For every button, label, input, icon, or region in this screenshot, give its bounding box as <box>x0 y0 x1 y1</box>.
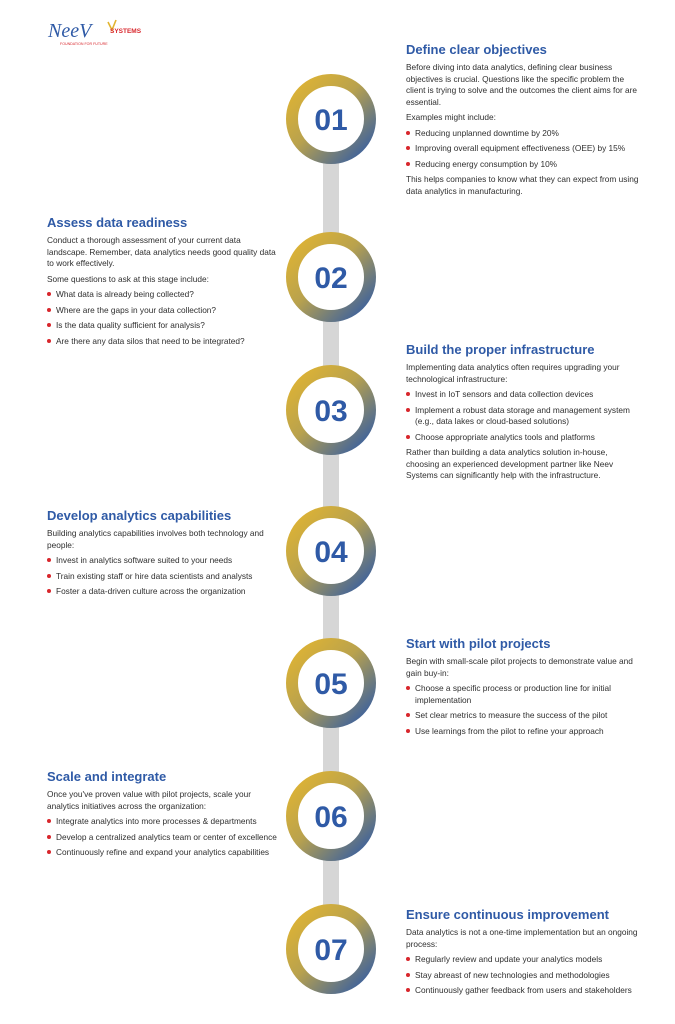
step-02-list <box>47 289 279 347</box>
step-03-number: 03 <box>314 395 348 428</box>
list-item: Regularly review and update your analytics models <box>406 954 642 966</box>
step-02-content <box>47 215 279 351</box>
list-item: Foster a data-driven culture across the organization <box>47 586 279 598</box>
step-07-intro: Data analytics is not a one-time implementation but an ongoing process: <box>406 927 638 949</box>
step-01-badge <box>285 73 377 165</box>
step-05-list <box>406 683 642 737</box>
step-03-intro: Implementing data analytics often requires upgrading your technological infrastructure: <box>406 362 620 384</box>
list-item: Choose appropriate analytics tools and platforms <box>406 432 642 444</box>
list-item: Train existing staff or hire data scientists and analysts <box>47 571 279 583</box>
step-07-title: Ensure continuous improvement <box>406 907 609 922</box>
step-03-outro: Rather than building a data analytics solution in-house, choosing an experienced development partner like Neev Systems can significantly help with the infrastructure. <box>406 447 614 480</box>
step-06-list <box>47 816 279 859</box>
step-02-intro: Conduct a thorough assessment of your current data landscape. Remember, data analytics needs good quality data to work effectively. <box>47 235 276 268</box>
list-item: Invest in analytics software suited to your needs <box>47 555 279 567</box>
list-item: Set clear metrics to measure the success of the pilot <box>406 710 642 722</box>
step-06-number: 06 <box>314 801 348 834</box>
step-01-lead: Examples might include: <box>406 112 496 122</box>
step-02-badge <box>285 231 377 323</box>
step-05-badge <box>285 637 377 729</box>
step-01-number: 01 <box>314 104 348 137</box>
list-item: What data is already being collected? <box>47 289 279 301</box>
step-03-list <box>406 389 642 443</box>
list-item: Reducing unplanned downtime by 20% <box>406 128 642 140</box>
step-03-badge <box>285 364 377 456</box>
list-item: Integrate analytics into more processes & departments <box>47 816 279 828</box>
list-item: Use learnings from the pilot to refine your approach <box>406 726 642 738</box>
step-07-number: 07 <box>314 934 348 967</box>
list-item: Improving overall equipment effectiveness (OEE) by 15% <box>406 143 642 155</box>
neev-systems-logo <box>46 18 146 50</box>
list-item: Continuously refine and expand your analytics capabilities <box>47 847 279 859</box>
step-04-number: 04 <box>314 536 348 569</box>
step-07-badge <box>285 903 377 995</box>
list-item: Invest in IoT sensors and data collection devices <box>406 389 642 401</box>
step-06-title: Scale and integrate <box>47 769 167 784</box>
step-03-title: Build the proper infrastructure <box>406 342 595 357</box>
logo-systems: SYSTEMS <box>110 28 142 35</box>
step-03-content <box>406 342 642 486</box>
list-item: Is the data quality sufficient for analysis? <box>47 320 279 332</box>
step-04-intro: Building analytics capabilities involves both technology and people: <box>47 528 264 550</box>
step-06-content <box>47 769 279 863</box>
step-06-intro: Once you've proven value with pilot projects, scale your analytics initiatives across the organization: <box>47 789 252 811</box>
step-01-list <box>406 128 642 171</box>
step-04-list <box>47 555 279 598</box>
step-05-title: Start with pilot projects <box>406 636 551 651</box>
step-05-number: 05 <box>314 668 348 701</box>
step-07-list <box>406 954 642 997</box>
list-item: Are there any data silos that need to be integrated? <box>47 336 279 348</box>
logo-tagline: FOUNDATION FOR FUTURE <box>60 42 108 46</box>
list-item: Implement a robust data storage and management system (e.g., data lakes or cloud-based solutions) <box>406 405 642 428</box>
step-01-outro: This helps companies to know what they can expect from using data analytics in manufacturing. <box>406 174 639 196</box>
step-05-content <box>406 636 642 741</box>
step-04-title: Develop analytics capabilities <box>47 508 232 523</box>
list-item: Choose a specific process or production line for initial implementation <box>406 683 642 706</box>
step-04-badge <box>285 505 377 597</box>
list-item: Continuously gather feedback from users and stakeholders <box>406 985 642 997</box>
step-07-content <box>406 907 642 1001</box>
logo-mark <box>46 18 146 50</box>
list-item: Reducing energy consumption by 10% <box>406 159 642 171</box>
step-05-intro: Begin with small-scale pilot projects to demonstrate value and gain buy-in: <box>406 656 633 678</box>
step-01-intro: Before diving into data analytics, defining clear business objectives is crucial. Questions like the specific problem the client is trying to solve and the outcomes the client aims for are essential. <box>406 62 638 107</box>
step-06-badge <box>285 770 377 862</box>
step-02-number: 02 <box>314 262 348 295</box>
list-item: Develop a centralized analytics team or center of excellence <box>47 832 279 844</box>
step-01-title: Define clear objectives <box>406 42 547 57</box>
list-item: Where are the gaps in your data collection? <box>47 305 279 317</box>
logo-wordmark: NeeV <box>48 20 92 42</box>
step-01-content <box>406 42 642 201</box>
step-04-content <box>47 508 279 602</box>
step-02-title: Assess data readiness <box>47 215 188 230</box>
list-item: Stay abreast of new technologies and methodologies <box>406 970 642 982</box>
step-02-lead: Some questions to ask at this stage include: <box>47 273 209 284</box>
